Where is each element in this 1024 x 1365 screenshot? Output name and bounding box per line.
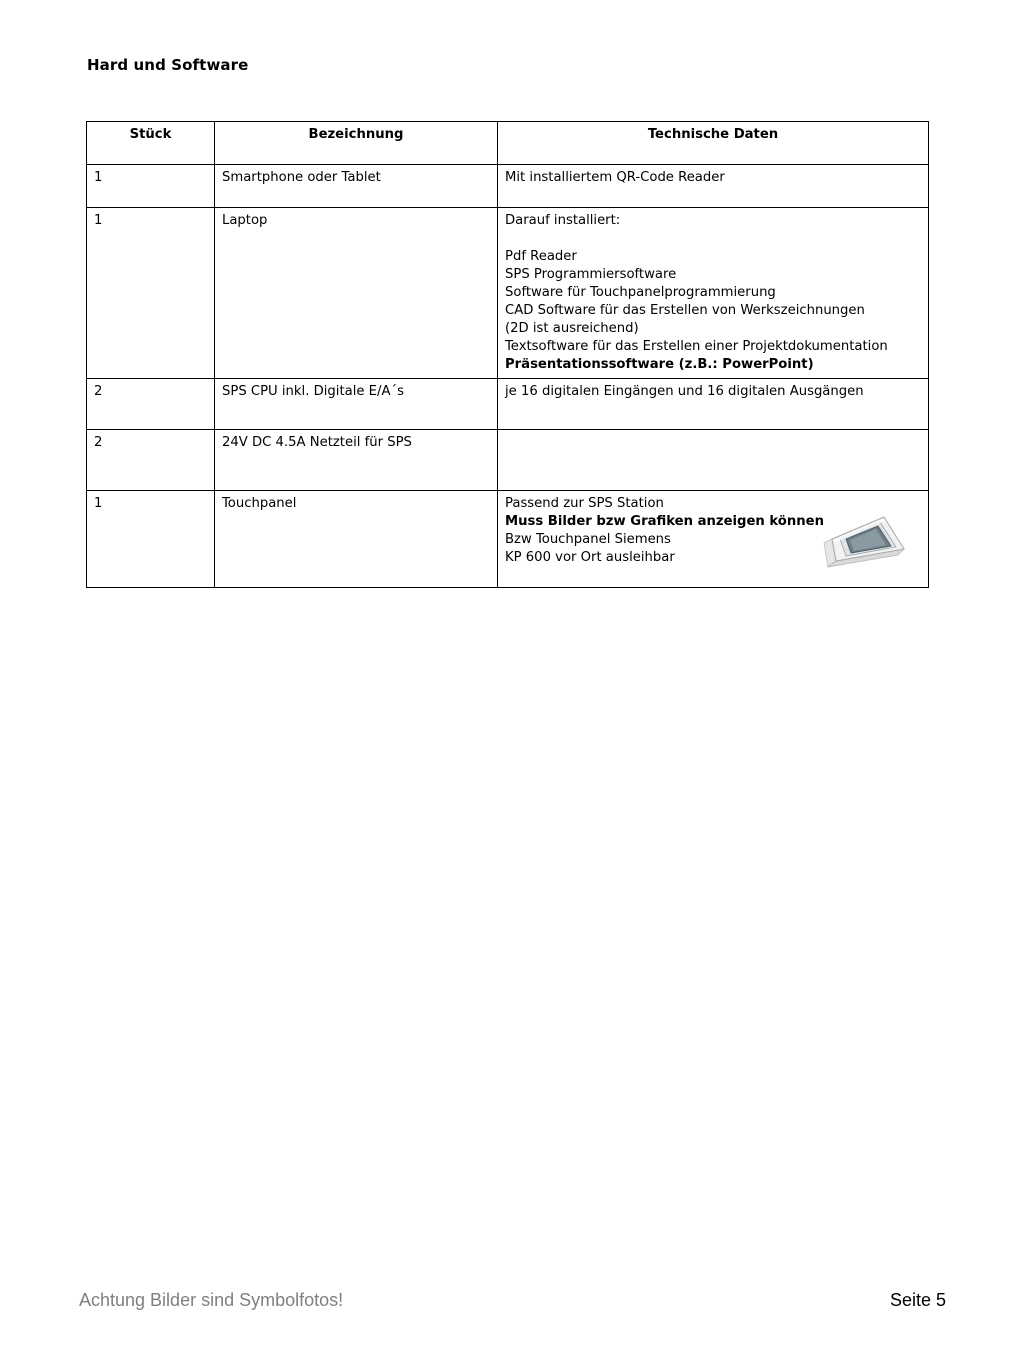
header-tech: Technische Daten [498,122,929,165]
tech-line: KP 600 vor Ort ausleihbar [505,550,675,565]
cell-qty: 2 [87,379,215,430]
tech-line: Bzw Touchpanel Siemens [505,532,671,547]
cell-tech: je 16 digitalen Eingängen und 16 digitalen Ausgängen [498,379,929,430]
cell-name: Touchpanel [215,491,498,588]
cell-name: Laptop [215,208,498,379]
footer-note: Achtung Bilder sind Symbolfotos! [79,1290,344,1310]
tech-line: Textsoftware für das Erstellen einer Projektdokumentation [505,339,888,354]
tech-line: (2D ist ausreichend) [505,321,639,336]
hardware-software-table [86,121,929,588]
cell-tech [498,491,929,588]
page-number: Seite 5 [889,1290,946,1310]
tech-line-bold: Präsentationssoftware (z.B.: PowerPoint) [505,357,814,372]
header-name: Bezeichnung [215,122,498,165]
tech-intro: Darauf installiert: [505,213,621,228]
table-row [87,491,929,588]
cell-qty: 2 [87,430,215,491]
page-heading: Hard und Software [87,56,249,74]
cell-name: SPS CPU inkl. Digitale E/A´s [215,379,498,430]
touchpanel-photo-icon [822,509,906,573]
cell-qty: 1 [87,491,215,588]
table-row [87,165,929,208]
tech-list [505,248,921,374]
cell-tech [498,208,929,379]
tech-line: Software für Touchpanelprogrammierung [505,285,776,300]
cell-name: 24V DC 4.5A Netzteil für SPS [215,430,498,491]
table-row [87,208,929,379]
header-qty: Stück [87,122,215,165]
table-row [87,430,929,491]
cell-tech: Mit installiertem QR-Code Reader [498,165,929,208]
cell-qty: 1 [87,165,215,208]
table-header-row [87,122,929,165]
tech-line: CAD Software für das Erstellen von Werkszeichnungen [505,303,865,318]
cell-tech [498,430,929,491]
cell-name: Smartphone oder Tablet [215,165,498,208]
tech-intro: Passend zur SPS Station [505,496,664,511]
tech-line: Pdf Reader [505,249,577,264]
table-row [87,379,929,430]
tech-line: SPS Programmiersoftware [505,267,677,282]
tech-line-bold: Muss Bilder bzw Grafiken anzeigen können [505,514,824,529]
cell-qty: 1 [87,208,215,379]
